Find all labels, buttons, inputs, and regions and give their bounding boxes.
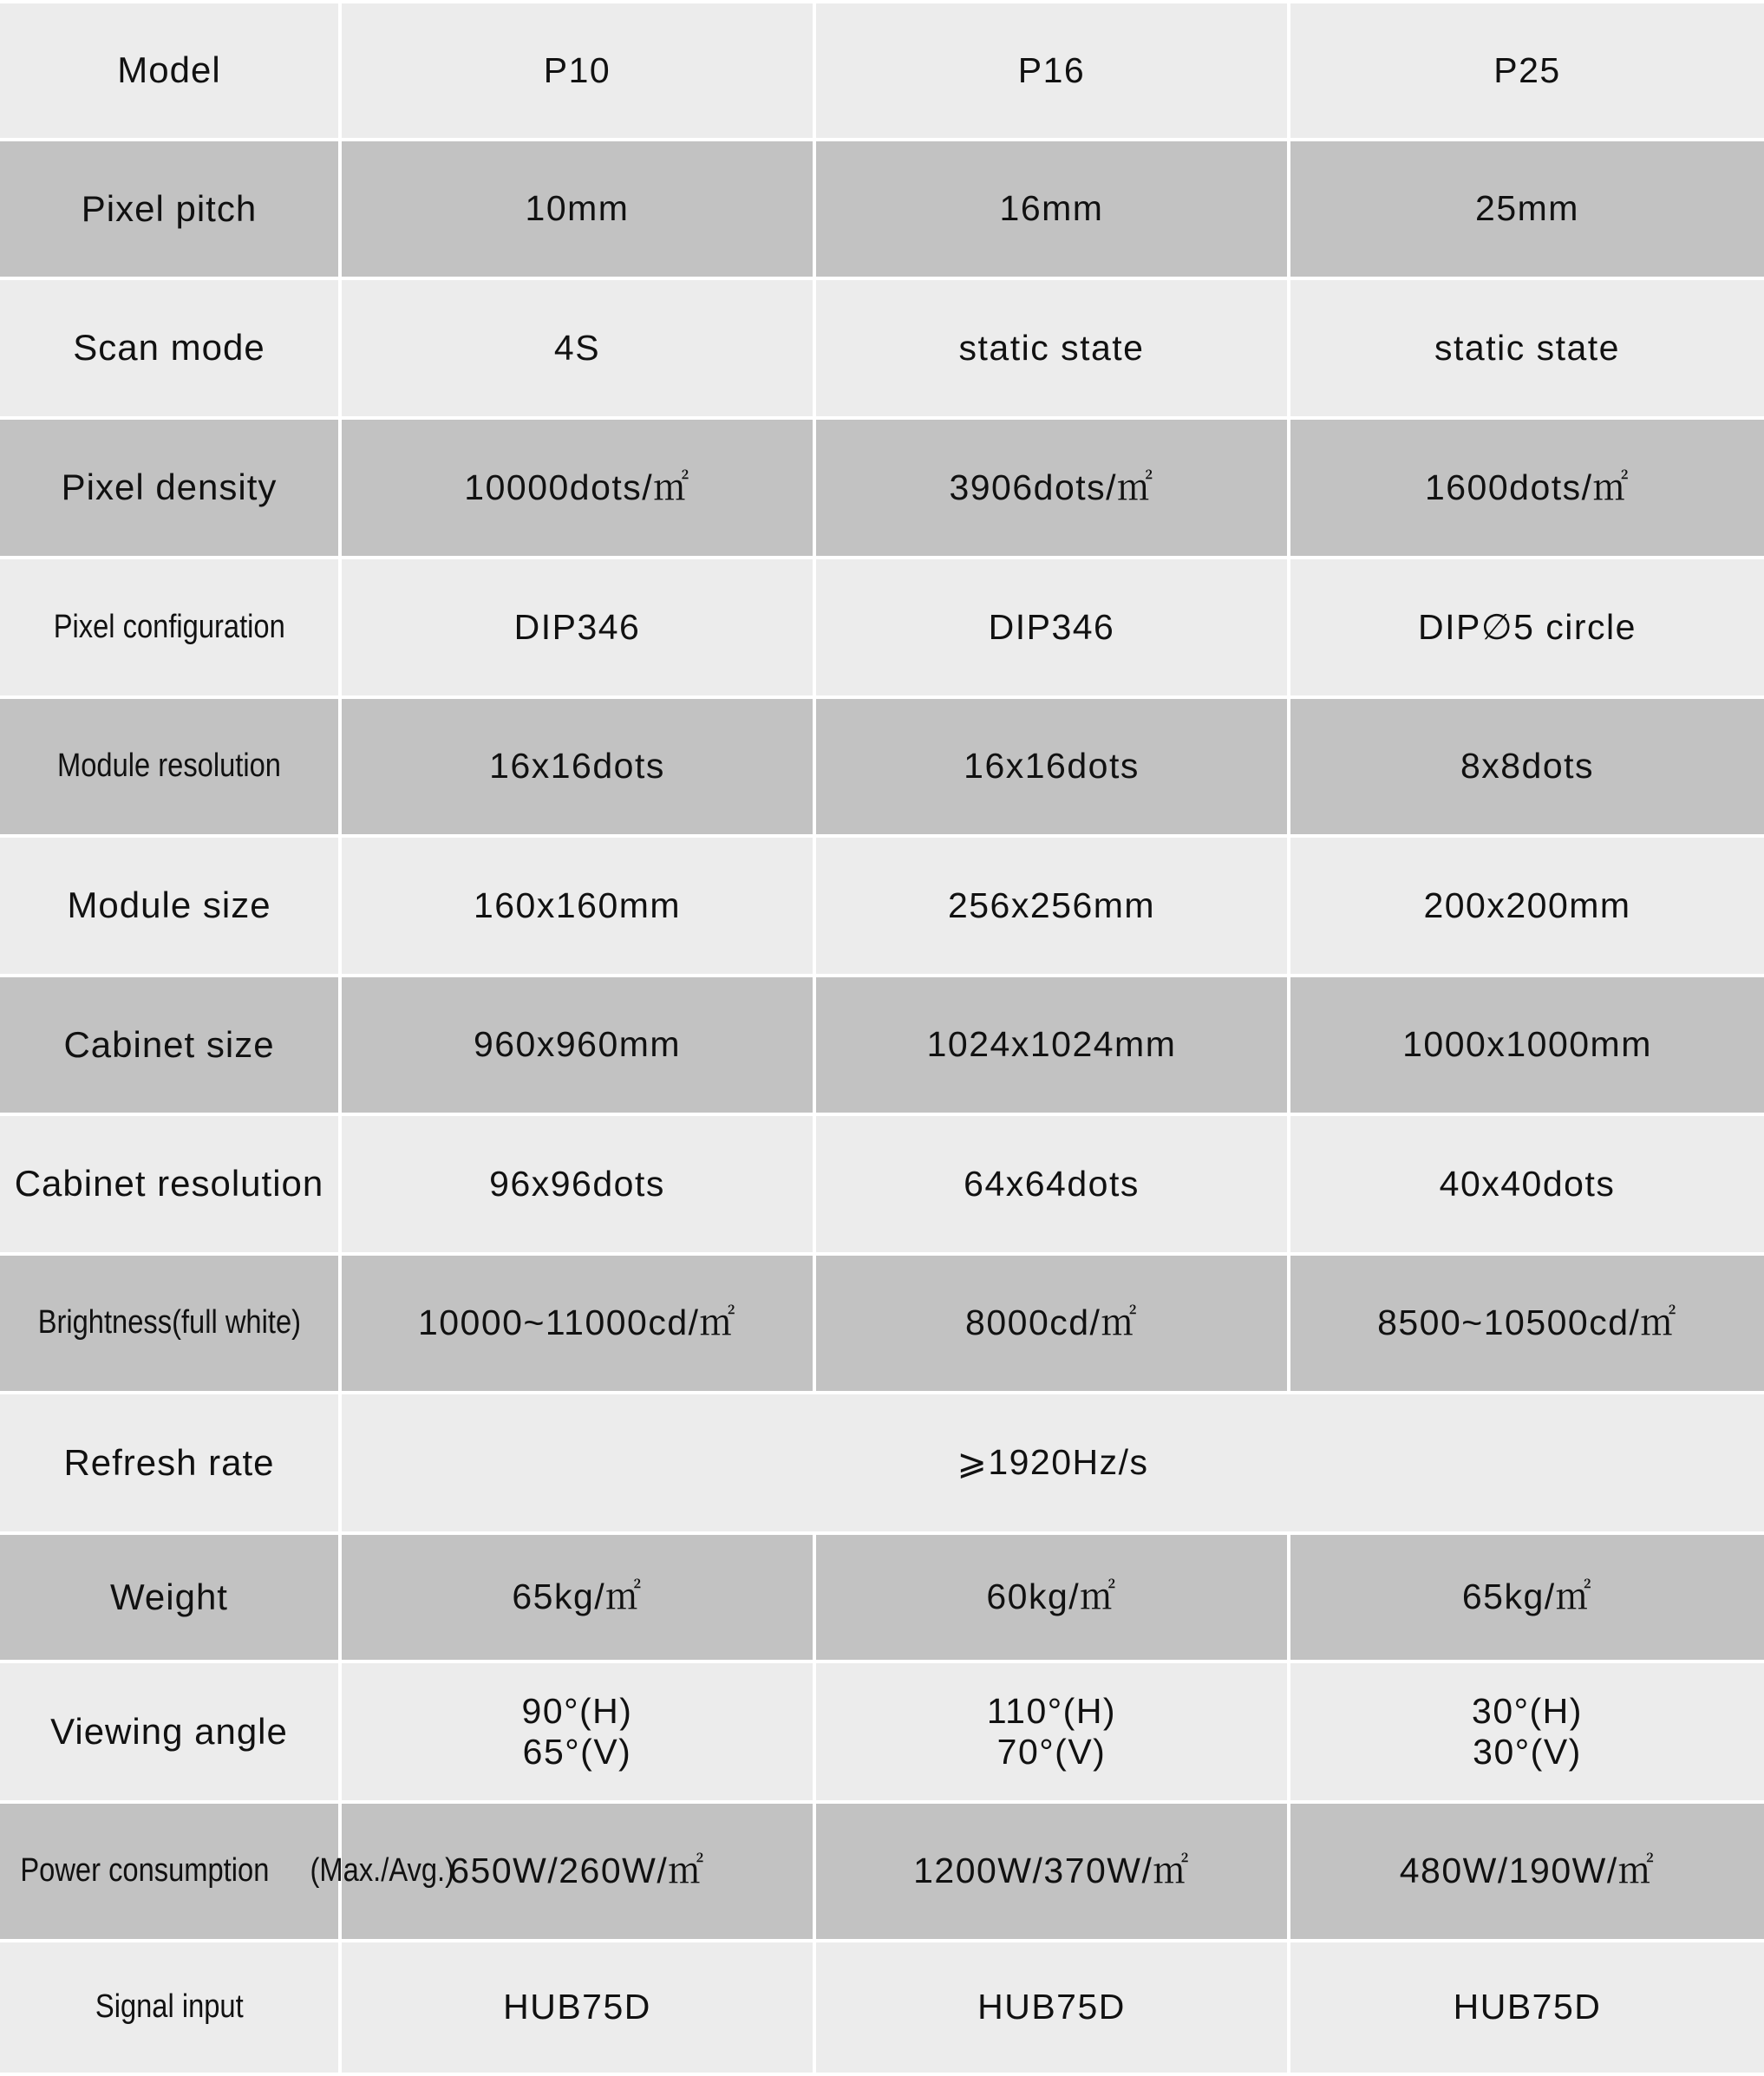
row-label — [0, 1942, 342, 2076]
table-cell: 10000dots/㎡ — [342, 420, 816, 559]
header-label: Model — [0, 0, 342, 141]
table-cell: 256x256mm — [816, 838, 1290, 977]
table-cell: static state — [816, 280, 1290, 420]
row-label: Refresh rate — [0, 1394, 342, 1535]
table-cell: 40x40dots — [1290, 1116, 1764, 1256]
table-row-pixel-density — [0, 420, 1764, 559]
row-label: Cabinet size — [0, 977, 342, 1116]
row-label — [0, 699, 342, 838]
table-cell: 200x200mm — [1290, 838, 1764, 977]
table-row-weight — [0, 1535, 1764, 1663]
row-label-text: Brightness(full white) — [37, 1304, 301, 1342]
row-label: Pixel pitch — [0, 141, 342, 280]
table-cell — [816, 1663, 1290, 1804]
table-cell: 1200W/370W/㎡ — [816, 1804, 1290, 1942]
cell-line: 65°(V) — [522, 1732, 632, 1772]
row-label: Cabinet resolution — [0, 1116, 342, 1256]
table-cell: 8000cd/㎡ — [816, 1256, 1290, 1394]
table-cell: 60kg/㎡ — [816, 1535, 1290, 1663]
table-cell: DIP346 — [342, 559, 816, 699]
table-row-power-consumption — [0, 1804, 1764, 1942]
table-cell: 4S — [342, 280, 816, 420]
row-label — [0, 559, 342, 699]
table-cell: DIP∅5 circle — [1290, 559, 1764, 699]
table-cell: 96x96dots — [342, 1116, 816, 1256]
row-label-text: Module resolution — [57, 747, 281, 785]
table-cell: DIP346 — [816, 559, 1290, 699]
cell-line: 90°(H) — [521, 1690, 633, 1731]
table-cell: 10000~11000cd/㎡ — [342, 1256, 816, 1394]
table-cell: HUB75D — [1290, 1942, 1764, 2076]
table-cell: 64x64dots — [816, 1116, 1290, 1256]
row-label: Viewing angle — [0, 1663, 342, 1804]
table-row-cabinet-size — [0, 977, 1764, 1116]
table-row-refresh-rate — [0, 1394, 1764, 1535]
table-row-viewing-angle — [0, 1663, 1764, 1804]
row-label: Pixel density — [0, 420, 342, 559]
row-label-text: Power consumption — [20, 1852, 270, 1890]
table-cell: 3906dots/㎡ — [816, 420, 1290, 559]
cell-line: 30°(V) — [1473, 1732, 1582, 1772]
cell-line: 110°(H) — [986, 1690, 1117, 1731]
table-row-scan-mode — [0, 280, 1764, 420]
row-label — [0, 1256, 342, 1394]
cell-line: 70°(V) — [996, 1732, 1107, 1772]
table-row-module-resolution — [0, 699, 1764, 838]
table-cell — [1290, 1663, 1764, 1804]
table-row-pixel-configuration — [0, 559, 1764, 699]
table-cell: 16x16dots — [342, 699, 816, 838]
table-cell: 160x160mm — [342, 838, 816, 977]
table-cell: HUB75D — [816, 1942, 1290, 2076]
table-cell: 650W/260W/㎡ — [342, 1804, 816, 1942]
row-label-text: (Max./Avg.) — [310, 1852, 455, 1890]
table-cell: 16x16dots — [816, 699, 1290, 838]
model-header: P16 — [816, 0, 1290, 141]
table-cell-merged: ⩾1920Hz/s — [342, 1394, 1764, 1535]
table-row-module-size — [0, 838, 1764, 977]
table-cell: 1024x1024mm — [816, 977, 1290, 1116]
table-cell: 960x960mm — [342, 977, 816, 1116]
table-cell: static state — [1290, 280, 1764, 420]
row-label: Module size — [0, 838, 342, 977]
table-cell: 8x8dots — [1290, 699, 1764, 838]
model-header: P10 — [342, 0, 816, 141]
row-label-text: Signal input — [95, 1988, 244, 2026]
row-label: Scan mode — [0, 280, 342, 420]
row-label-text: Pixel configuration — [53, 608, 285, 645]
table-cell — [342, 1663, 816, 1804]
table-cell: 1000x1000mm — [1290, 977, 1764, 1116]
row-label: Weight — [0, 1535, 342, 1663]
table-cell: 8500~10500cd/㎡ — [1290, 1256, 1764, 1394]
table-cell: HUB75D — [342, 1942, 816, 2076]
table-row-pixel-pitch — [0, 141, 1764, 280]
table-cell: 10mm — [342, 141, 816, 280]
table-cell: 65kg/㎡ — [342, 1535, 816, 1663]
table-row-signal-input — [0, 1942, 1764, 2076]
table-cell: 480W/190W/㎡ — [1290, 1804, 1764, 1942]
table-cell: 16mm — [816, 141, 1290, 280]
row-label — [0, 1804, 455, 1942]
header-row — [0, 0, 1764, 141]
table-cell: 65kg/㎡ — [1290, 1535, 1764, 1663]
table-cell: 1600dots/㎡ — [1290, 420, 1764, 559]
table-cell: 25mm — [1290, 141, 1764, 280]
table-row-cabinet-resolution — [0, 1116, 1764, 1256]
cell-line: 30°(H) — [1472, 1690, 1583, 1731]
model-header: P25 — [1290, 0, 1764, 141]
table-row-brightness — [0, 1256, 1764, 1394]
